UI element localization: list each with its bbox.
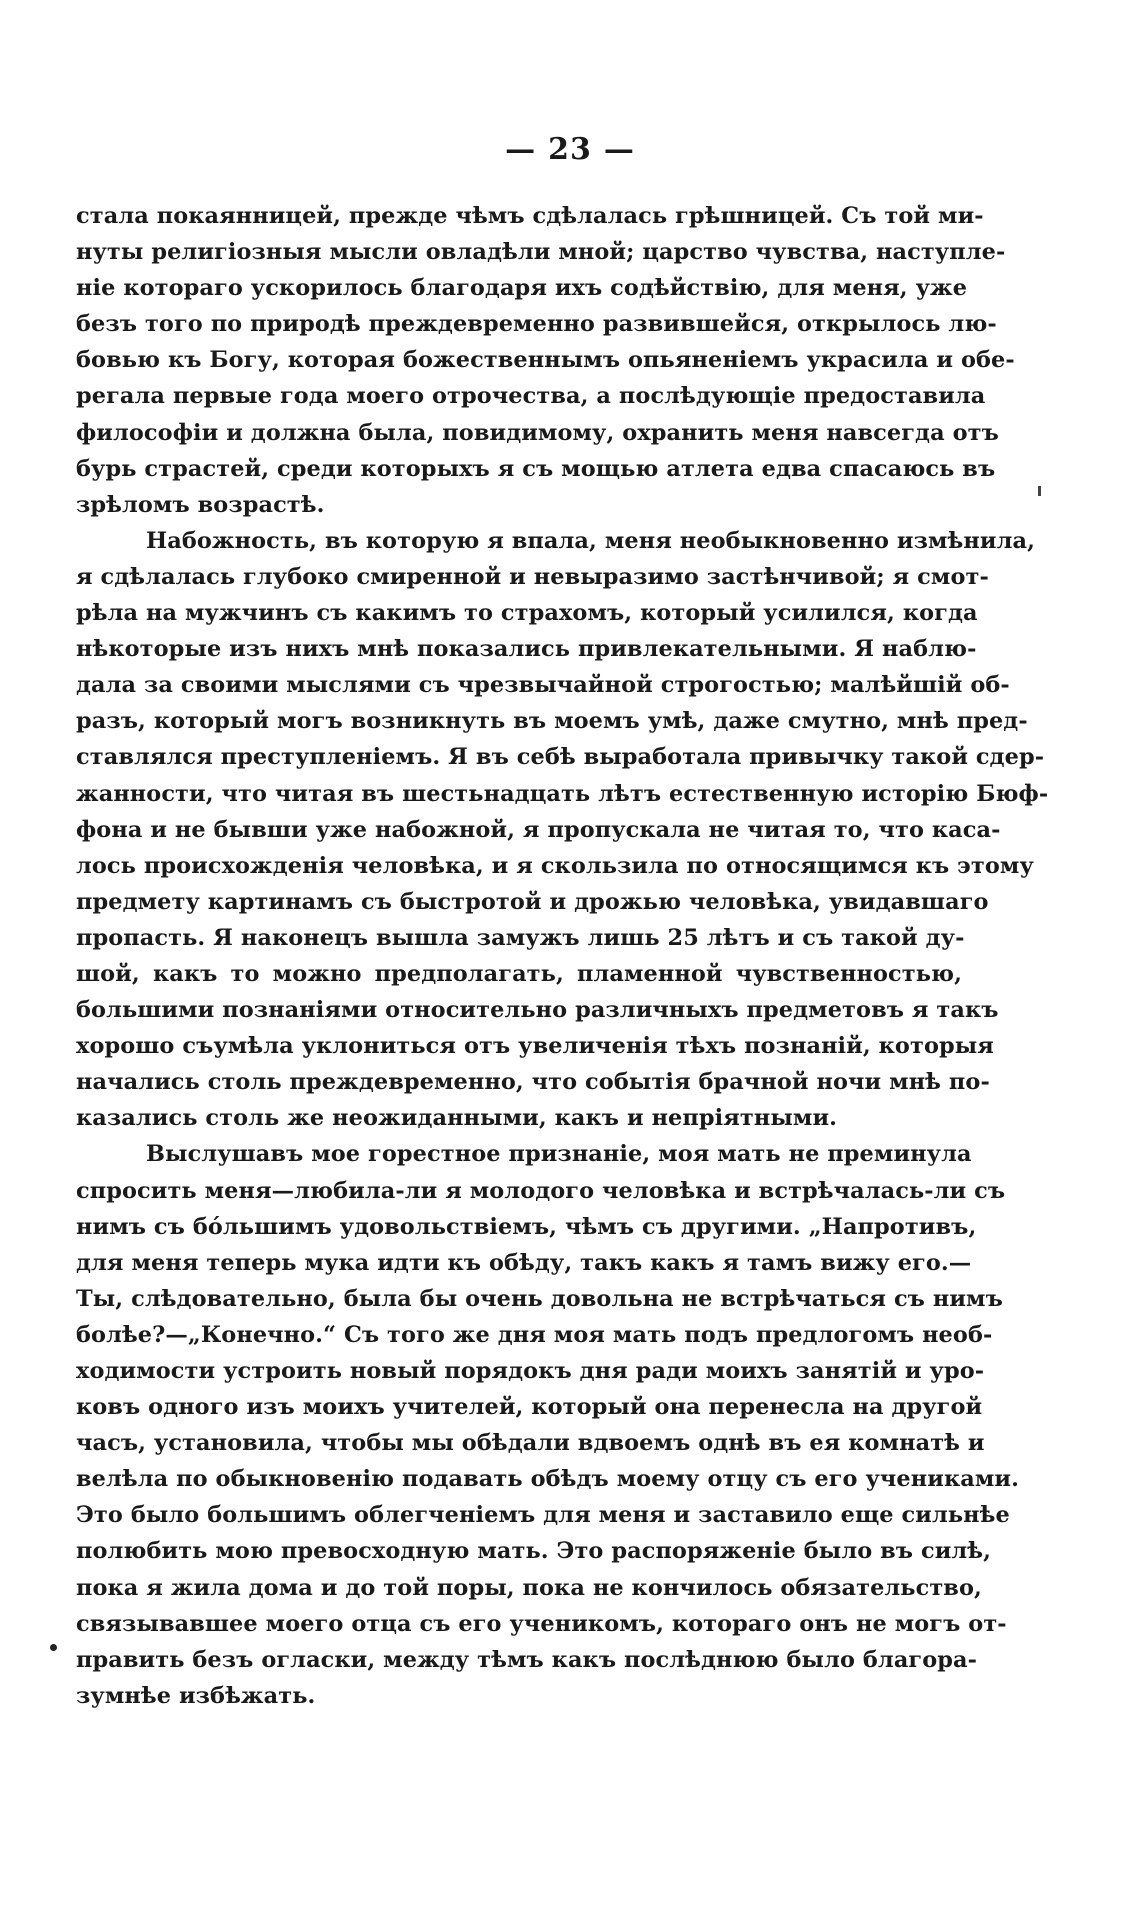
margin-dot [50,1644,57,1651]
text-line: полюбить мою превосходную мать. Это распоряженіе было въ силѣ, [76,1538,992,1565]
text-line: бурь страстей, среди которыхъ я съ мощью атлета едва спасаюсь въ [76,455,996,482]
text-line: пока я жила дома и до той поры, пока не кончилось обязательство, [76,1574,982,1601]
text-line: бовью къ Богу, которая божественнымъ опьяненіемъ украсила и обе- [76,347,1015,374]
text-line: ніе котораго ускорилось благодаря ихъ содѣйствію, для меня, уже [76,275,968,302]
text-line: ставлялся преступленіемъ. Я въ себѣ выработала привычку такой сдер- [76,744,1045,771]
text-line: дала за своими мыслями съ чрезвычайной строгостью; малѣйшій об- [76,672,1010,699]
header-dash-left: — [505,132,537,167]
text-line: стала покаянницей, прежде чѣмъ сдѣлалась грѣшницей. Съ той ми- [76,203,984,229]
text-line: шой, какъ то можно предполагать, пламенной чувственностью, [76,960,962,987]
paragraph [76,198,1015,523]
text-line: хорошо съумѣла уклониться отъ увеличенія тѣхъ познаній, которыя [76,1033,994,1060]
text-line: нимъ съ бóльшимъ удовольствіемъ, чѣмъ съ другими. „Напротивъ, [76,1213,977,1240]
text-line: философіи и должна была, повидимому, охранить меня навсегда отъ [76,419,999,446]
text-line: я сдѣлалась глубоко смиренной и невыразимо застѣнчивой; я смот- [76,563,989,590]
text-line: править безъ огласки, между тѣмъ какъ послѣднюю было благора- [76,1646,978,1673]
text-line: Это было большимъ облегченіемъ для меня и заставило еще сильнѣе [76,1502,1010,1529]
header-dash-right: — [603,132,635,167]
text-line: болѣе?—„Конечно.“ Съ того же дня моя мать подъ предлогомъ необ- [76,1321,993,1348]
text-line: рѣла на мужчинъ съ какимъ то страхомъ, который усилился, когда [76,600,978,627]
text-line: казались столь же неожиданными, какъ и непріятными. [76,1105,838,1132]
text-line: предмету картинамъ съ быстротой и дрожью человѣка, увидавшаго [76,888,989,915]
text-line: связывавшее моего отца съ его ученикомъ, котораго онъ не могъ от- [76,1610,1007,1637]
text-line: ковъ одного изъ моихъ учителей, который она перенесла на другой [76,1394,983,1421]
text-line: Набожность, въ которую я впала, меня необыкновенно измѣнила, [146,527,1035,554]
text-line: ходимости устроить новый порядокъ дня ради моихъ занятій и уро- [76,1358,985,1384]
text-line: жанности, что читая въ шестьнадцать лѣтъ естественную исторію Бюф- [76,780,1049,807]
text-line: зрѣломъ возрастѣ. [76,491,325,518]
text-line: спросить меня—любила-ли я молодого человѣка и встрѣчалась-ли съ [76,1177,1006,1204]
page-header [0,132,1140,167]
text-line: лось происхожденія человѣка, и я скользила по относящимся къ этому [76,852,1034,879]
text-line: зумнѣе избѣжать. [76,1682,316,1709]
text-line: разъ, который могъ возникнуть въ моемъ умѣ, даже смутно, мнѣ пред- [76,708,1028,735]
text-line: безъ того по природѣ преждевременно развившейся, открылось лю- [76,311,997,338]
text-line: начались столь преждевременно, что событія брачной ночи мнѣ по- [76,1069,990,1096]
body-text [76,198,1049,1714]
text-line: нуты религіозныя мысли овладѣли мной; царство чувства, наступле- [76,239,1006,266]
page-number: 23 [548,132,592,167]
text-line: регала первые года моего отрочества, а послѣдующіе предоставила [76,383,986,410]
text-line: пропасть. Я наконецъ вышла замужъ лишь 25 лѣтъ и съ такой ду- [76,924,965,951]
text-line: часъ, установила, чтобы мы обѣдали вдвоемъ однѣ въ ея комнатѣ и [76,1430,985,1457]
margin-mark [1038,486,1041,496]
paragraph [76,1136,1019,1714]
text-line: большими познаніями относительно различныхъ предметовъ я такъ [76,997,999,1024]
text-line: велѣла по обыкновенію подавать обѣдъ моему отцу съ его учениками. [76,1466,1019,1493]
text-line: Выслушавъ мое горестное признаніе, моя мать не преминула [146,1141,972,1168]
text-line: фона и не бывши уже набожной, я пропускала не читая то, что каса- [76,816,1001,843]
paragraph [76,523,1049,1137]
text-line: для меня теперь мука идти къ обѣду, такъ какъ я тамъ вижу его.— [76,1249,972,1276]
text-line: нѣкоторые изъ нихъ мнѣ показались привлекательными. Я наблю- [76,636,977,663]
text-line: Ты, слѣдовательно, была бы очень довольна не встрѣчаться съ нимъ [76,1285,1003,1312]
